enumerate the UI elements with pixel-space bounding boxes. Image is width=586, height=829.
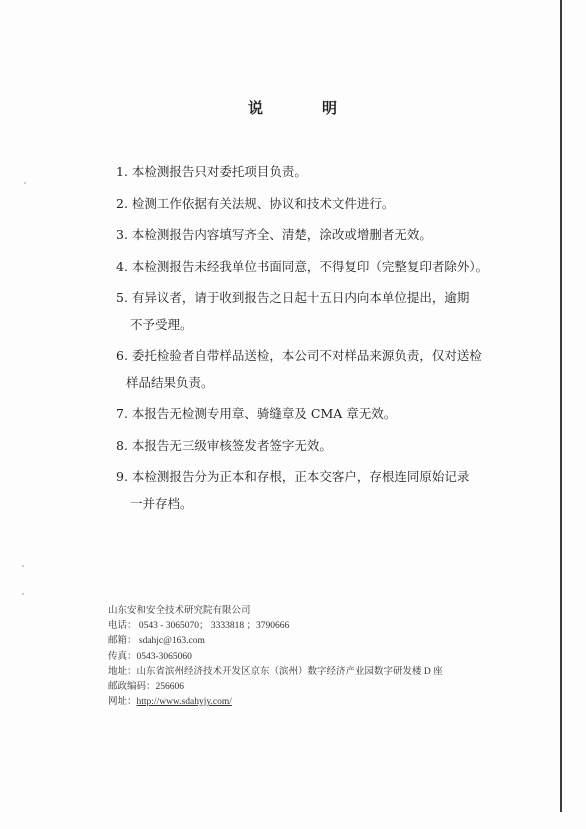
statement-text: 2. 检测工作依据有关法规、协议和技术文件进行。 <box>116 195 395 211</box>
statement-text: 6. 委托检验者自带样品送检，本公司不对样品来源负责，仅对送检 <box>116 348 482 363</box>
statement-item-6 <box>116 343 526 396</box>
statement-item-9 <box>116 464 526 517</box>
statement-text: 3. 本检测报告内容填写齐全、清楚，涂改或增删者无效。 <box>116 227 432 242</box>
scan-speck <box>24 182 26 184</box>
page-edge-line <box>560 0 562 812</box>
company-contact-block <box>108 604 443 710</box>
statement-text-continuation: 一并存档。 <box>130 495 193 511</box>
address-line: 地址：山东省滨州经济技术开发区京东（滨州）数字经济产业园数字研发楼 D 座 <box>108 666 443 677</box>
statement-text: 5. 有异议者，请于收到报告之日起十五日内向本单位提出，逾期 <box>116 290 470 305</box>
statement-list <box>116 159 526 522</box>
statement-item-5 <box>116 285 526 338</box>
title-char-2: 明 <box>322 99 339 117</box>
postcode-line: 邮政编码：256606 <box>108 682 185 693</box>
statement-text-continuation: 不予受理。 <box>130 316 193 332</box>
scan-speck <box>22 565 24 567</box>
statement-item-2 <box>116 191 526 218</box>
statement-item-8 <box>116 433 526 460</box>
statement-text: 4. 本检测报告未经我单位书面同意，不得复印（完整复印者除外）。 <box>116 258 489 274</box>
company-name: 山东安和安全技术研究院有限公司 <box>108 606 251 616</box>
fax-line: 传真：0543-3065060 <box>108 651 192 662</box>
scan-speck <box>22 593 24 595</box>
website-label: 网址： <box>108 697 137 708</box>
website-link[interactable]: http://www.sdahyjy.com/ <box>136 697 232 708</box>
title-char-1: 说 <box>247 99 264 117</box>
statement-text-continuation: 样品结果负责。 <box>126 374 214 390</box>
phone-line: 电话： 0543 - 3065070； 3333818 ；3790666 <box>108 621 290 632</box>
statement-text: 7. 本报告无检测专用章、骑缝章及 CMA 章无效。 <box>116 406 397 421</box>
statement-text: 1. 本检测报告只对委托项目负责。 <box>116 164 307 179</box>
statement-item-4 <box>116 254 526 281</box>
statement-item-1 <box>116 159 526 186</box>
statement-text: 8. 本报告无三级审核签发者签字无效。 <box>116 437 332 453</box>
website-line <box>108 695 443 710</box>
page-title <box>0 97 586 118</box>
email-line: 邮箱： sdahjc@163.com <box>108 636 205 647</box>
statement-item-7 <box>116 401 526 428</box>
statement-text: 9. 本检测报告分为正本和存根，正本交客户，存根连同原始记录 <box>116 469 470 484</box>
statement-item-3 <box>116 222 526 249</box>
